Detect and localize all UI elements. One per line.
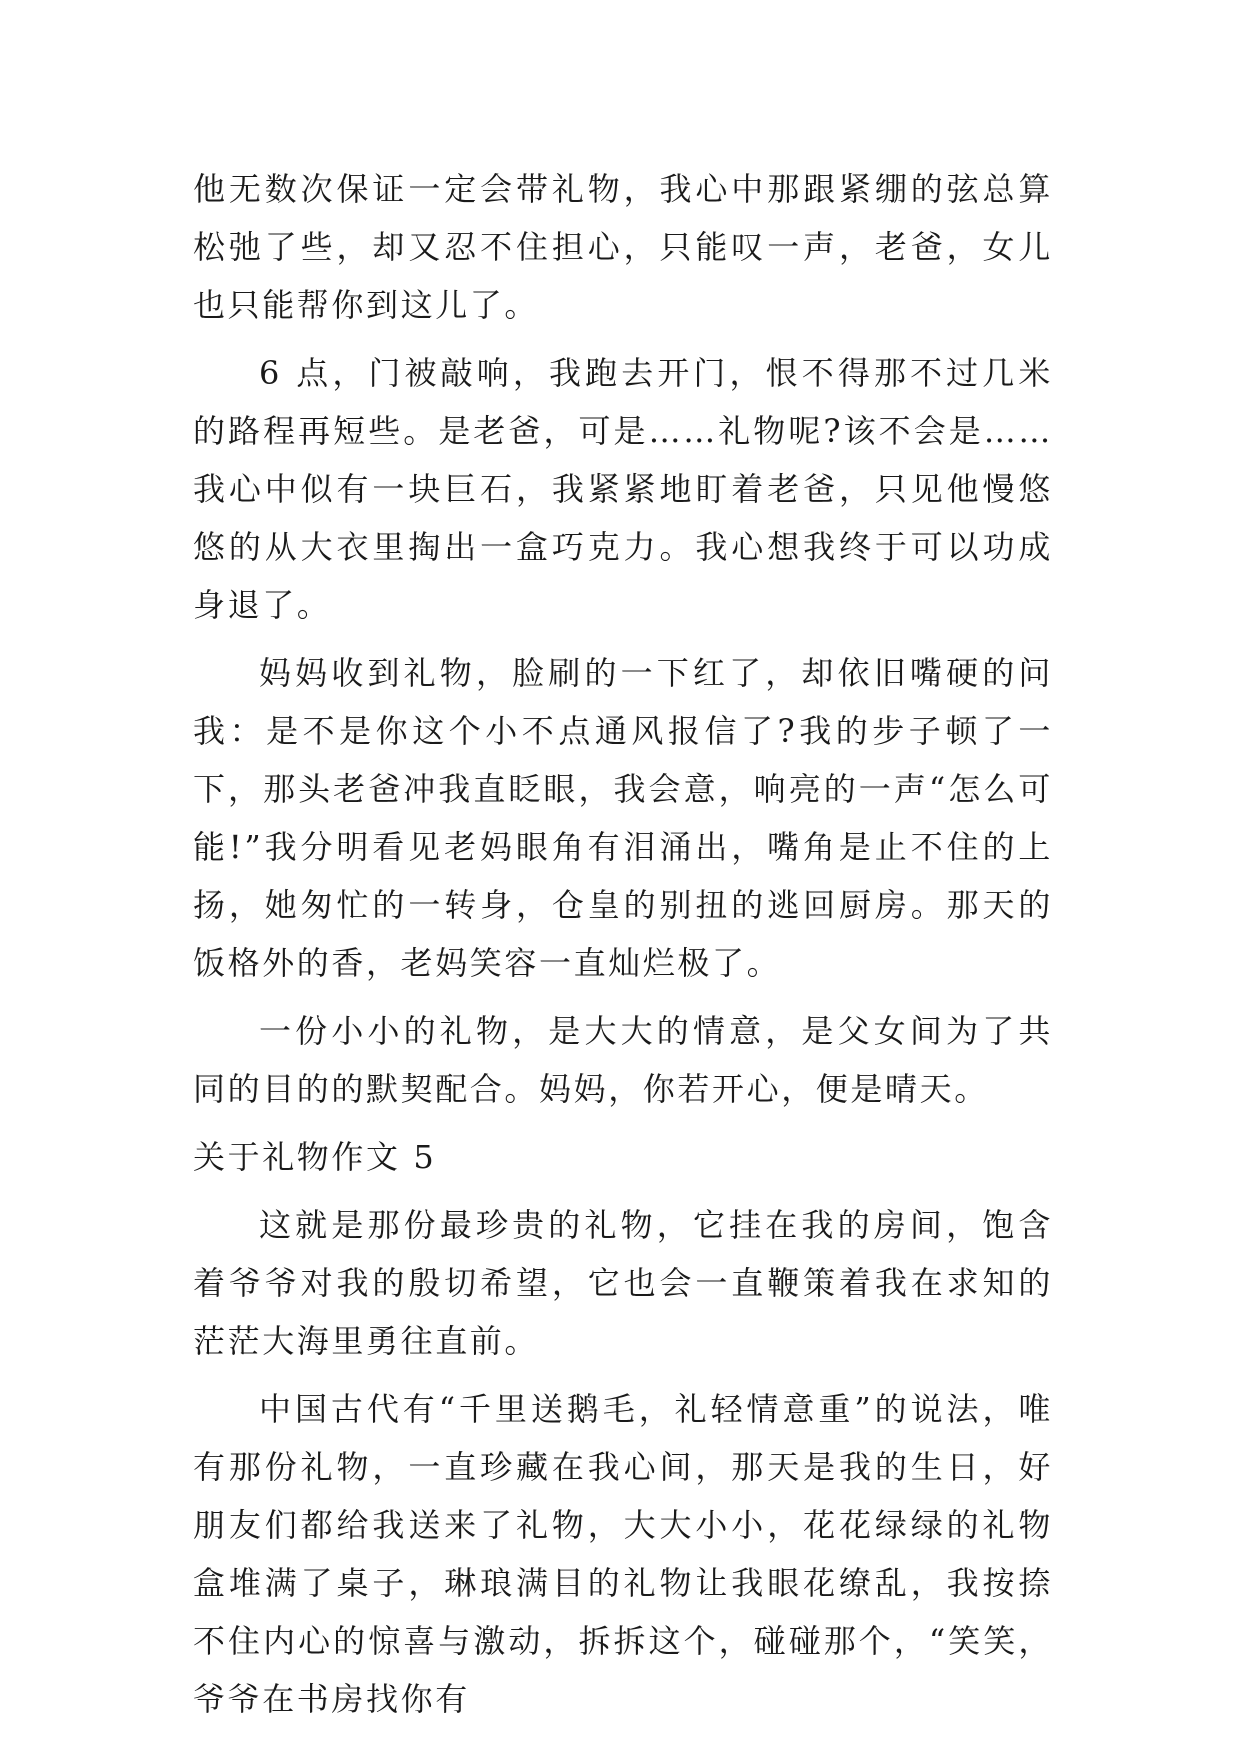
- paragraph-4: 一份小小的礼物，是大大的情意，是父女间为了共同的目的的默契配合。妈妈，你若开心，便是晴天。: [193, 1012, 1053, 1108]
- paragraph-2: 6 点，门被敲响，我跑去开门，恨不得那不过几米的路程再短些。是老爸，可是……礼物呢?该不会是……我心中似有一块巨石，我紧紧地盯着老爸，只见他慢悠悠的从大衣里掏出一盒巧克力。我心想我终于可以功成身退了。: [193, 354, 1053, 624]
- paragraph-6: 中国古代有“千里送鹅毛，礼轻情意重”的说法，唯有那份礼物，一直珍藏在我心间，那天是我的生日，好朋友们都给我送来了礼物，大大小小，花花绿绿的礼物盒堆满了桌子，琳琅满目的礼物让我眼花缭乱，我按捺不住内心的惊喜与激动，拆拆这个，碰碰那个，“笑笑，爷爷在书房找你有: [193, 1390, 1053, 1718]
- paragraph-5: 这就是那份最珍贵的礼物，它挂在我的房间，饱含着爷爷对我的殷切希望，它也会一直鞭策着我在求知的茫茫大海里勇往直前。: [193, 1206, 1053, 1360]
- section-heading: 关于礼物作文 5: [193, 1138, 437, 1176]
- document-body: [193, 160, 1053, 1738]
- paragraph-1: 他无数次保证一定会带礼物，我心中那跟紧绷的弦总算松弛了些，却又忍不住担心，只能叹一声，老爸，女儿也只能帮你到这儿了。: [193, 170, 1053, 324]
- paragraph-3: 妈妈收到礼物，脸刷的一下红了，却依旧嘴硬的问我：是不是你这个小不点通风报信了?我的步子顿了一下，那头老爸冲我直眨眼，我会意，响亮的一声“怎么可能!”我分明看见老妈眼角有泪涌出，嘴角是止不住的上扬，她匆忙的一转身，仓皇的别扭的逃回厨房。那天的饭格外的香，老妈笑容一直灿烂极了。: [193, 654, 1053, 982]
